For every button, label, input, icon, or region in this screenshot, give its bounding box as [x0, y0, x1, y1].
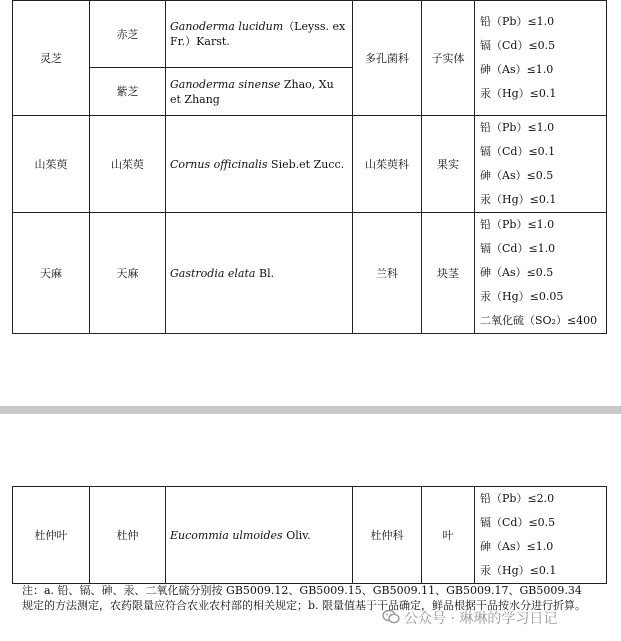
family-name: 杜仲科 — [353, 487, 422, 584]
herb-limits-table-bottom — [12, 486, 607, 584]
limit-values — [475, 213, 607, 334]
footnote: 注：a. 铅、镉、砷、汞、二氧化硫分别按 GB5009.12、GB5009.15、GB5009.11、GB5009.17、GB5009.34 规定的方法测定，农药限量应符合农业农村部的相关规定；b. 限量值基于干品确定，鲜品根据干品按水分进行折算。 — [22, 584, 587, 612]
limit-line: 镉（Cd）≤1.0 — [480, 242, 556, 255]
limit-line: 铅（Pb）≤1.0 — [480, 15, 555, 28]
latin-name: Gastrodia elata Bl. — [166, 213, 353, 334]
limit-line: 铅（Pb）≤1.0 — [480, 218, 555, 231]
herb-name: 杜仲叶 — [13, 487, 90, 584]
family-name: 兰科 — [353, 213, 422, 334]
table-row — [13, 487, 607, 584]
limit-line: 镉（Cd）≤0.1 — [480, 145, 556, 158]
plant-part: 叶 — [422, 487, 475, 584]
species-name: 杜仲 — [90, 487, 166, 584]
herb-name: 灵芝 — [13, 1, 90, 116]
limit-line: 砷（As）≤0.5 — [480, 266, 554, 279]
limit-line: 汞（Hg）≤0.05 — [480, 290, 564, 303]
limit-line: 镉（Cd）≤0.5 — [480, 39, 556, 52]
family-name: 山茱萸科 — [353, 116, 422, 213]
plant-part: 子实体 — [422, 1, 475, 116]
limit-line: 汞（Hg）≤0.1 — [480, 87, 557, 100]
page-divider — [0, 406, 621, 414]
herb-name: 天麻 — [13, 213, 90, 334]
limit-line: 砷（As）≤1.0 — [480, 540, 554, 553]
table-row — [13, 1, 607, 68]
limit-values — [475, 1, 607, 116]
limit-values — [475, 487, 607, 584]
limit-line: 二氧化硫（SO₂）≤400 — [480, 314, 598, 327]
table-row — [13, 116, 607, 213]
herb-limits-table-top — [12, 0, 607, 334]
latin-name: Ganoderma sinense Zhao, Xu et Zhang — [166, 68, 353, 116]
latin-name: Ganoderma lucidum（Leyss. ex Fr.）Karst. — [166, 1, 353, 68]
plant-part: 块茎 — [422, 213, 475, 334]
plant-part: 果实 — [422, 116, 475, 213]
species-name: 赤芝 — [90, 1, 166, 68]
latin-name: Eucommia ulmoides Oliv. — [166, 487, 353, 584]
species-name: 紫芝 — [90, 68, 166, 116]
limit-line: 镉（Cd）≤0.5 — [480, 516, 556, 529]
table-row — [13, 213, 607, 334]
limit-line: 铅（Pb）≤1.0 — [480, 121, 555, 134]
limit-line: 砷（As）≤0.5 — [480, 169, 554, 182]
watermark — [382, 608, 557, 629]
limit-line: 汞（Hg）≤0.1 — [480, 193, 557, 206]
limit-line: 砷（As）≤1.0 — [480, 63, 554, 76]
latin-name: Cornus officinalis Sieb.et Zucc. — [166, 116, 353, 213]
species-name: 天麻 — [90, 213, 166, 334]
herb-name: 山茱萸 — [13, 116, 90, 213]
watermark-text: 公众号 · 琳琳的学习日记 — [404, 611, 558, 627]
limit-values — [475, 116, 607, 213]
family-name: 多孔菌科 — [353, 1, 422, 116]
wechat-icon — [382, 609, 400, 629]
species-name: 山茱萸 — [90, 116, 166, 213]
limit-line: 汞（Hg）≤0.1 — [480, 564, 557, 577]
limit-line: 铅（Pb）≤2.0 — [480, 492, 555, 505]
